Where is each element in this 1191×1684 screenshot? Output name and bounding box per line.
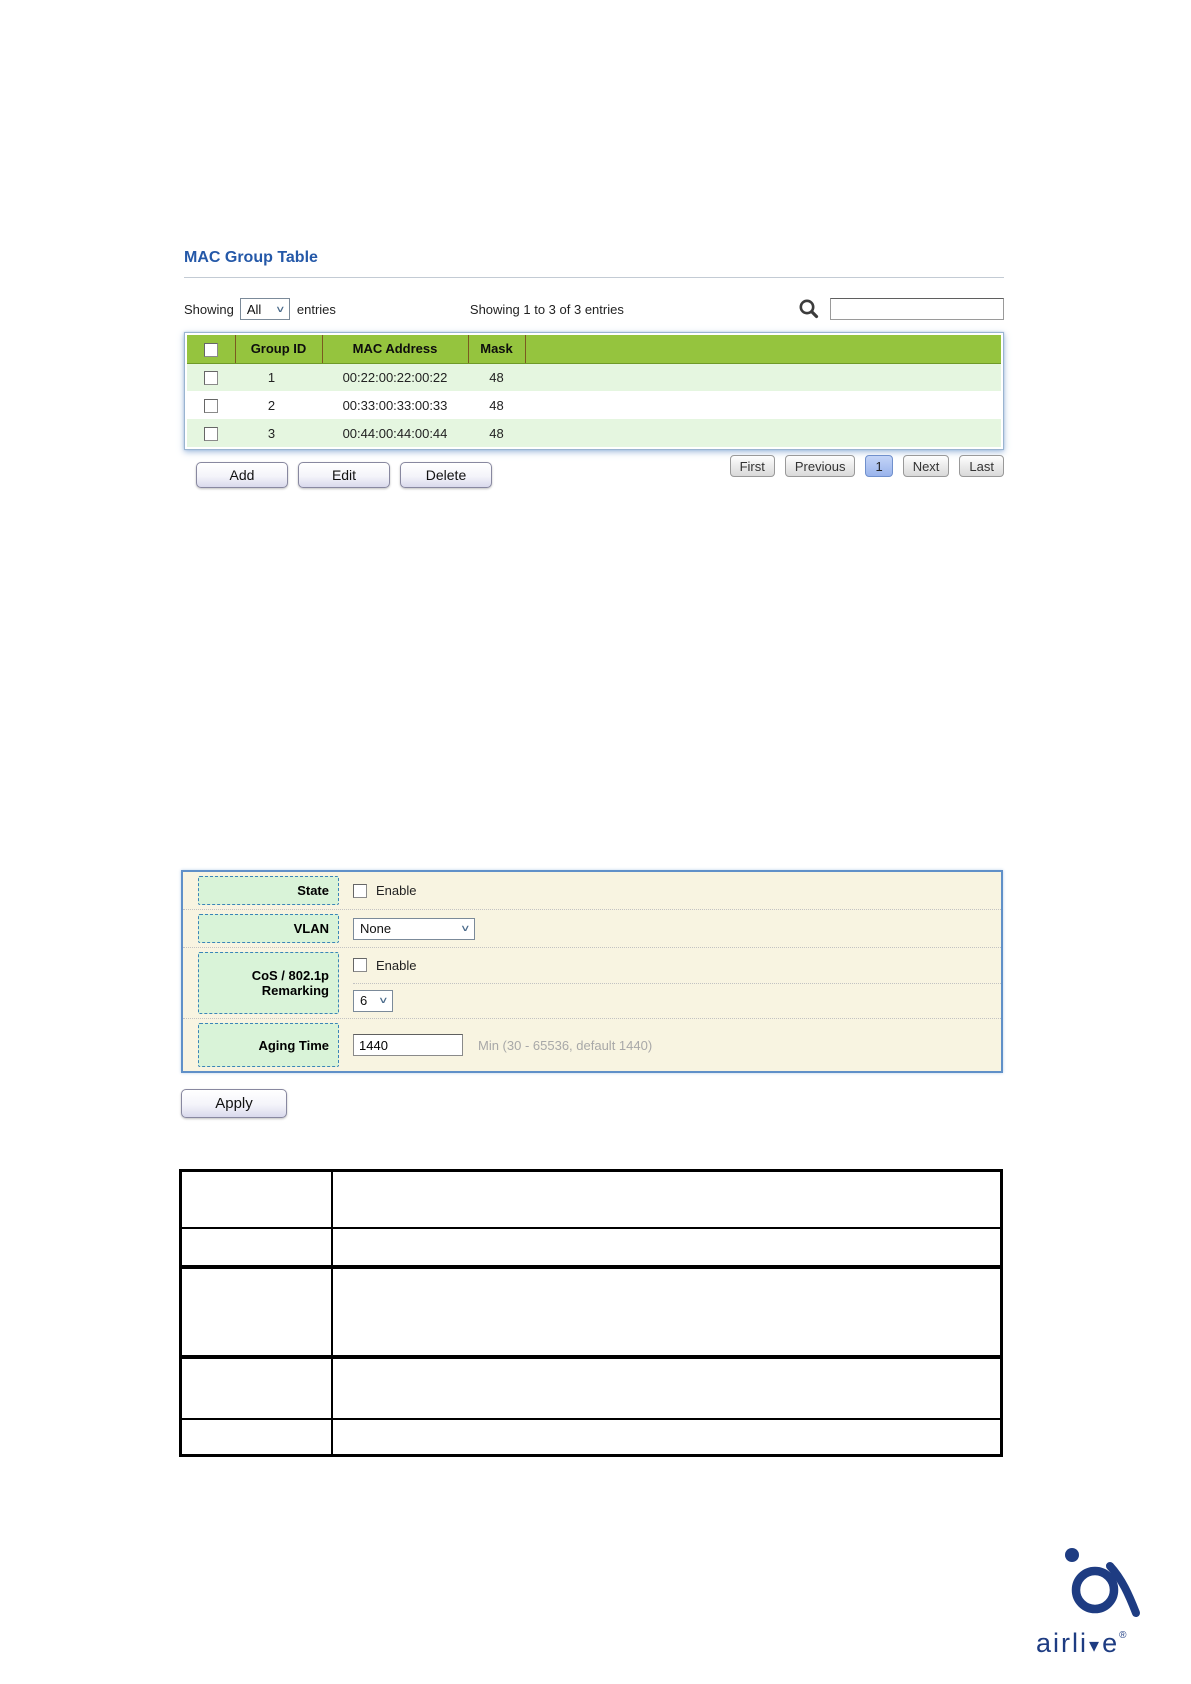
entries-label: entries: [296, 301, 336, 317]
cos-priority-select-value: 6: [360, 993, 368, 1009]
mac-group-table-section: [184, 248, 1004, 488]
table-row: [187, 391, 1001, 419]
search-input[interactable]: [830, 298, 1004, 320]
cell-mac-address: 00:44:00:44:00:44: [322, 419, 468, 447]
registered-mark: ®: [1119, 1630, 1127, 1641]
state-enable-checkbox[interactable]: [353, 884, 367, 898]
cos-enable-line: [353, 948, 1001, 983]
entries-select-value: All: [246, 301, 262, 317]
cell-group-id: 2: [235, 391, 322, 419]
apply-button[interactable]: Apply: [181, 1089, 287, 1118]
cell-group-id: 3: [235, 419, 322, 447]
chevron-down-icon: ∨: [460, 923, 471, 933]
mac-group-table: [187, 335, 1001, 447]
current-page-button[interactable]: 1: [865, 455, 892, 477]
description-table-row-divider: [182, 1355, 1000, 1359]
table-footer-row: [184, 455, 1004, 488]
last-page-button[interactable]: Last: [959, 455, 1004, 477]
row-checkbox[interactable]: [204, 371, 218, 385]
entries-select[interactable]: [240, 298, 290, 320]
table-row: [187, 419, 1001, 447]
logo-v-triangle-icon: ▾: [1089, 1635, 1102, 1657]
airlive-logo-symbol: [1030, 1540, 1180, 1630]
vlan-select-value: None: [360, 921, 392, 936]
vlan-label: VLAN: [198, 914, 339, 943]
page-title: MAC Group Table: [184, 249, 318, 266]
state-label: State: [198, 876, 339, 905]
entries-status: Showing 1 to 3 of 3 entries: [469, 301, 624, 317]
delete-button[interactable]: Delete: [400, 462, 492, 488]
select-all-checkbox[interactable]: [204, 343, 218, 357]
cos-remarking-row: [183, 948, 1001, 1019]
description-table-row-divider: [182, 1265, 1000, 1269]
chevron-down-icon: ∨: [275, 303, 286, 314]
mac-group-table-container: [184, 332, 1004, 450]
cell-mac-address: 00:33:00:33:00:33: [322, 391, 468, 419]
col-header-mac-address: MAC Address: [322, 335, 468, 363]
description-table: [179, 1169, 1003, 1457]
previous-page-button[interactable]: Previous: [785, 455, 856, 477]
aging-time-row: [183, 1019, 1001, 1071]
table-controls: [184, 296, 1004, 322]
table-action-buttons: [196, 462, 492, 488]
description-table-column-divider: [331, 1172, 333, 1454]
col-header-group-id: Group ID: [235, 335, 322, 363]
showing-label: Showing: [184, 301, 234, 317]
chevron-down-icon: ∨: [378, 995, 389, 1006]
cos-priority-select[interactable]: [353, 990, 393, 1012]
search-group: [797, 297, 1004, 321]
cos-priority-line: [353, 983, 1001, 1019]
cos-remarking-label: CoS / 802.1p Remarking: [198, 952, 339, 1014]
airlive-logo: [1030, 1540, 1180, 1675]
table-row: [187, 363, 1001, 391]
cell-mask: 48: [468, 419, 525, 447]
cell-mac-address: 00:22:00:22:00:22: [322, 363, 468, 391]
row-checkbox[interactable]: [204, 399, 218, 413]
settings-form-section: [181, 870, 1003, 1118]
row-checkbox[interactable]: [204, 427, 218, 441]
cos-enable-label: Enable: [376, 957, 417, 973]
edit-button[interactable]: Edit: [298, 462, 390, 488]
next-page-button[interactable]: Next: [903, 455, 950, 477]
col-header-filler: [525, 335, 1001, 363]
vlan-select[interactable]: [353, 918, 475, 940]
cos-enable-checkbox[interactable]: [353, 958, 367, 972]
col-header-mask: Mask: [468, 335, 525, 363]
vlan-row: [183, 910, 1001, 948]
aging-time-label: Aging Time: [198, 1023, 339, 1067]
cell-mask: 48: [468, 363, 525, 391]
airlive-wordmark: airli▾e®: [1036, 1628, 1127, 1658]
title-divider: [184, 277, 1004, 278]
pagination: [730, 455, 1004, 477]
table-header-row: [187, 335, 1001, 363]
description-table-row-divider: [182, 1418, 1000, 1420]
description-table-row-divider: [182, 1227, 1000, 1229]
cell-group-id: 1: [235, 363, 322, 391]
aging-time-input[interactable]: [353, 1034, 463, 1056]
state-enable-label: Enable: [376, 883, 417, 898]
aging-time-hint: Min (30 - 65536, default 1440): [478, 1037, 653, 1053]
settings-form: [181, 870, 1003, 1073]
search-icon: [797, 297, 821, 321]
cell-mask: 48: [468, 391, 525, 419]
first-page-button[interactable]: First: [730, 455, 775, 477]
add-button[interactable]: Add: [196, 462, 288, 488]
state-row: [183, 872, 1001, 910]
